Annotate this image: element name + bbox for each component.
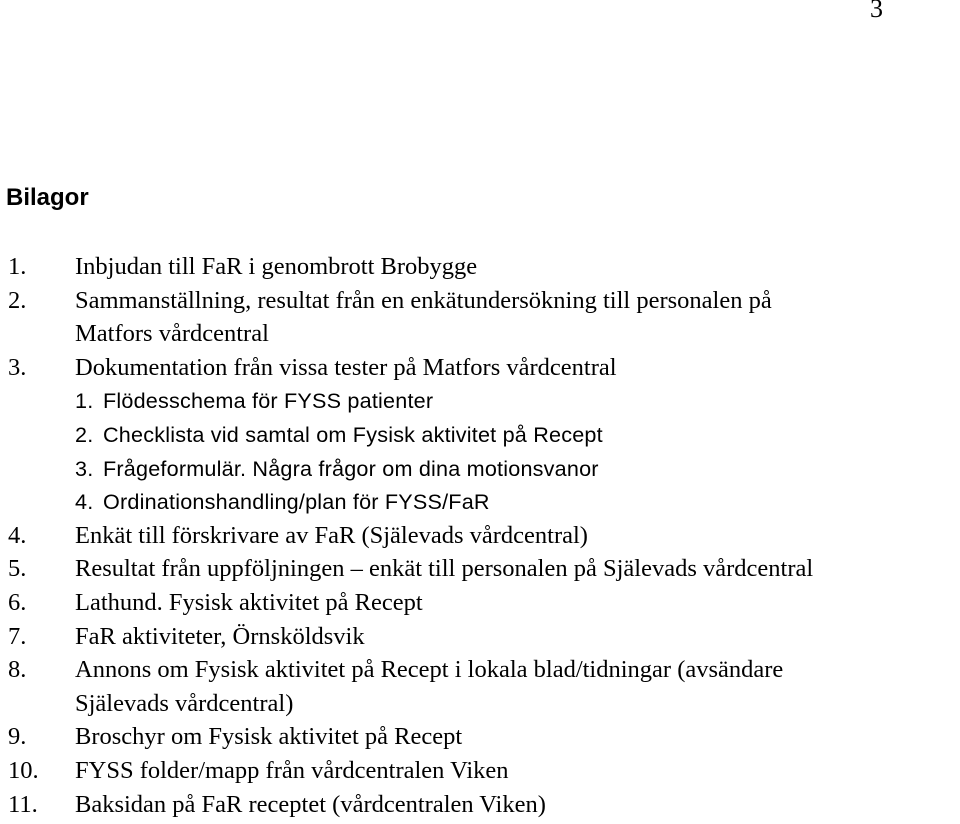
sub-item-number: 3.: [75, 455, 94, 481]
list-item: [0, 250, 960, 284]
item-text: FYSS folder/mapp från vårdcentralen Viken: [75, 756, 509, 784]
item-text: Annons om Fysisk aktivitet på Recept i lokala blad/tidningar (avsändare: [75, 656, 784, 684]
list-item: [0, 720, 960, 754]
sub-item-number: 2.: [75, 421, 94, 447]
list-item: [0, 653, 960, 687]
list-item: [0, 788, 960, 822]
sub-item-number: 4.: [75, 489, 94, 515]
item-number: 7.: [8, 622, 27, 650]
item-text: Dokumentation från vissa tester på Matfors vårdcentral: [75, 353, 617, 381]
appendix-list: [0, 250, 960, 821]
item-text-continuation: Själevads vårdcentral): [75, 689, 294, 717]
item-number: 5.: [8, 555, 27, 583]
item-number: 3.: [8, 353, 27, 381]
section-heading: Bilagor: [6, 184, 89, 211]
sub-item-text: Flödesschema för FYSS patienter: [103, 388, 434, 414]
sub-item-number: 1.: [75, 388, 94, 414]
list-item: [0, 586, 960, 620]
item-text: Resultat från uppföljningen – enkät till personalen på Själevads vårdcentral: [75, 555, 814, 583]
item-number: 11.: [8, 790, 38, 818]
item-text: Sammanställning, resultat från en enkätundersökning till personalen på: [75, 286, 772, 314]
list-item: [0, 552, 960, 586]
item-number: 10.: [8, 756, 39, 784]
sub-list-item: [0, 418, 960, 452]
item-number: 2.: [8, 286, 27, 314]
item-text-continuation: Matfors vårdcentral: [75, 320, 269, 348]
item-number: 6.: [8, 588, 27, 616]
list-item: [0, 284, 960, 318]
sub-item-text: Checklista vid samtal om Fysisk aktivitet på Recept: [103, 421, 603, 447]
sub-list-item: [0, 452, 960, 486]
page-number: 3: [870, 0, 883, 23]
list-item: [0, 754, 960, 788]
item-number: 8.: [8, 656, 27, 684]
item-number: 9.: [8, 723, 27, 751]
item-text: Baksidan på FaR receptet (vårdcentralen Viken): [75, 790, 546, 818]
list-item: [0, 351, 960, 385]
item-number: 4.: [8, 521, 27, 549]
item-text: Broschyr om Fysisk aktivitet på Recept: [75, 723, 463, 751]
item-text: Enkät till förskrivare av FaR (Själevads vårdcentral): [75, 521, 588, 549]
item-text: FaR aktiviteter, Örnsköldsvik: [75, 622, 365, 650]
list-item: [0, 519, 960, 553]
item-text: Inbjudan till FaR i genombrott Brobygge: [75, 253, 478, 280]
sub-list-item: [0, 384, 960, 418]
sub-item-text: Ordinationshandling/plan för FYSS/FaR: [103, 489, 490, 515]
sub-item-text: Frågeformulär. Några frågor om dina motionsvanor: [103, 455, 599, 481]
list-item-continuation: [0, 687, 960, 721]
list-item-continuation: [0, 317, 960, 351]
item-text: Lathund. Fysisk aktivitet på Recept: [75, 588, 423, 616]
list-item: [0, 620, 960, 654]
sub-list-item: [0, 485, 960, 519]
item-number: 1.: [8, 253, 27, 280]
